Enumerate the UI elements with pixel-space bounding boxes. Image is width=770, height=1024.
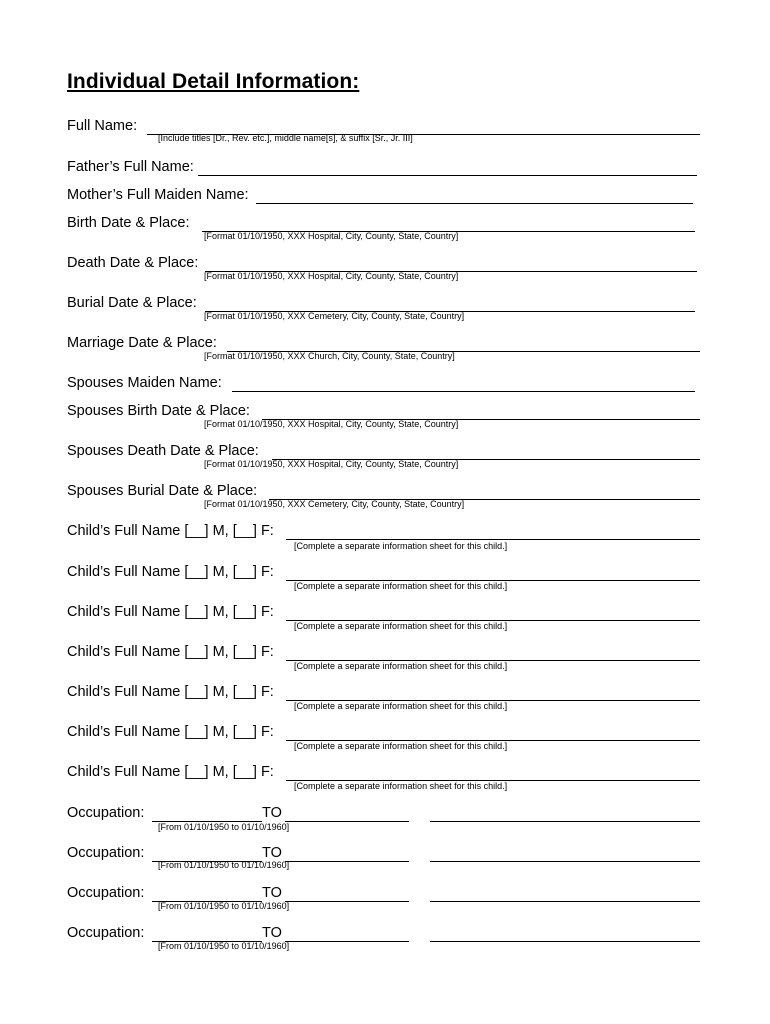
birth-hint: [Format 01/10/1950, XXX Hospital, City, County, State, Country] — [204, 231, 459, 241]
fathers-name-field[interactable] — [198, 158, 697, 176]
marriage-row — [67, 334, 700, 361]
spouse-death-field[interactable] — [272, 442, 700, 460]
spouse-burial-row — [67, 482, 700, 509]
fathers-name-row — [67, 158, 697, 178]
burial-hint: [Format 01/10/1950, XXX Cemetery, City, County, State, Country] — [204, 311, 465, 321]
spouse-birth-row — [67, 402, 700, 429]
child-name-field[interactable] — [286, 643, 700, 661]
spouse-death-label: Spouses Death Date & Place: — [67, 443, 259, 459]
spouse-death-row — [67, 442, 700, 469]
full-name-hint: [Include titles [Dr., Rev. etc.], middle name[s], & suffix [Sr., Jr. III] — [158, 133, 413, 143]
fathers-name-label: Father’s Full Name: — [67, 159, 194, 175]
child-row-3 — [67, 603, 700, 631]
burial-field[interactable] — [205, 294, 695, 312]
child-row-7 — [67, 763, 700, 791]
occupation-label: Occupation: — [67, 885, 145, 901]
marriage-hint: [Format 01/10/1950, XXX Church, City, County, State, Country] — [204, 351, 455, 361]
full-name-label: Full Name: — [67, 118, 138, 134]
spouse-maiden-label: Spouses Maiden Name: — [67, 375, 222, 391]
child-name-field[interactable] — [286, 683, 700, 701]
burial-label: Burial Date & Place: — [67, 295, 197, 311]
child-row-4 — [67, 643, 700, 671]
child-hint: [Complete a separate information sheet for this child.] — [294, 781, 508, 791]
occupation-field[interactable] — [152, 804, 262, 822]
occupation-field[interactable] — [152, 884, 262, 902]
birth-label: Birth Date & Place: — [67, 215, 190, 231]
occupation-row-4 — [67, 924, 700, 951]
spouse-birth-field[interactable] — [262, 402, 700, 420]
occupation-detail-field[interactable] — [430, 924, 700, 942]
death-field[interactable] — [205, 254, 697, 272]
child-label: Child’s Full Name [__] M, [__] F: — [67, 523, 274, 539]
burial-row — [67, 294, 695, 321]
death-hint: [Format 01/10/1950, XXX Hospital, City, County, State, Country] — [204, 271, 459, 281]
child-label: Child’s Full Name [__] M, [__] F: — [67, 764, 274, 780]
child-row-1 — [67, 522, 700, 551]
child-hint: [Complete a separate information sheet for this child.] — [294, 701, 508, 711]
occupation-row-1 — [67, 804, 700, 832]
child-name-field[interactable] — [286, 522, 700, 540]
spouse-death-hint: [Format 01/10/1950, XXX Hospital, City, County, State, Country] — [204, 459, 459, 469]
death-row — [67, 254, 697, 281]
occupation-hint: [From 01/10/1950 to 01/10/1960] — [158, 901, 290, 911]
child-name-field[interactable] — [286, 603, 700, 621]
birth-field[interactable] — [202, 214, 695, 232]
occupation-label: Occupation: — [67, 925, 145, 941]
child-name-field[interactable] — [286, 723, 700, 741]
occupation-label: Occupation: — [67, 805, 145, 821]
occupation-hint: [From 01/10/1950 to 01/10/1960] — [158, 860, 290, 870]
death-label: Death Date & Place: — [67, 255, 199, 271]
child-hint: [Complete a separate information sheet for this child.] — [294, 541, 508, 551]
occupation-detail-field[interactable] — [430, 884, 700, 902]
spouse-burial-hint: [Format 01/10/1950, XXX Cemetery, City, County, State, Country] — [204, 499, 465, 509]
spouse-maiden-field[interactable] — [232, 374, 695, 392]
mothers-name-row — [67, 186, 693, 206]
page-title: Individual Detail Information: — [67, 70, 360, 93]
mothers-name-field[interactable] — [256, 186, 693, 204]
to-label: TO — [262, 925, 282, 941]
to-label: TO — [262, 885, 282, 901]
child-row-6 — [67, 723, 700, 751]
child-name-field[interactable] — [286, 563, 700, 581]
child-hint: [Complete a separate information sheet for this child.] — [294, 621, 508, 631]
occupation-detail-field[interactable] — [430, 844, 700, 862]
occupation-detail-field[interactable] — [430, 804, 700, 822]
marriage-label: Marriage Date & Place: — [67, 335, 217, 351]
child-row-5 — [67, 683, 700, 711]
spouse-birth-hint: [Format 01/10/1950, XXX Hospital, City, County, State, Country] — [204, 419, 459, 429]
child-row-2 — [67, 563, 700, 591]
child-hint: [Complete a separate information sheet for this child.] — [294, 661, 508, 671]
child-label: Child’s Full Name [__] M, [__] F: — [67, 684, 274, 700]
spouse-birth-label: Spouses Birth Date & Place: — [67, 403, 250, 419]
occupation-end-field[interactable] — [285, 884, 409, 902]
occupation-label: Occupation: — [67, 845, 145, 861]
child-hint: [Complete a separate information sheet for this child.] — [294, 741, 508, 751]
occupation-row-3 — [67, 884, 700, 911]
child-hint: [Complete a separate information sheet for this child.] — [294, 581, 508, 591]
full-name-row — [67, 117, 700, 143]
spouse-burial-label: Spouses Burial Date & Place: — [67, 483, 258, 499]
mothers-name-label: Mother’s Full Maiden Name: — [67, 187, 249, 203]
occupation-end-field[interactable] — [285, 844, 409, 862]
occupation-hint: [From 01/10/1950 to 01/10/1960] — [158, 941, 290, 951]
child-label: Child’s Full Name [__] M, [__] F: — [67, 564, 274, 580]
birth-row — [67, 214, 695, 241]
marriage-field[interactable] — [227, 334, 700, 352]
to-label: TO — [262, 845, 282, 861]
to-label: TO — [262, 805, 282, 821]
occupation-end-field[interactable] — [285, 924, 409, 942]
spouse-burial-field[interactable] — [269, 482, 700, 500]
occupation-hint: [From 01/10/1950 to 01/10/1960] — [158, 822, 290, 832]
child-label: Child’s Full Name [__] M, [__] F: — [67, 644, 274, 660]
child-label: Child’s Full Name [__] M, [__] F: — [67, 724, 274, 740]
occupation-field[interactable] — [152, 924, 262, 942]
child-label: Child’s Full Name [__] M, [__] F: — [67, 604, 274, 620]
occupation-end-field[interactable] — [285, 804, 409, 822]
child-name-field[interactable] — [286, 763, 700, 781]
spouse-maiden-row — [67, 374, 695, 394]
occupation-row-2 — [67, 844, 700, 870]
